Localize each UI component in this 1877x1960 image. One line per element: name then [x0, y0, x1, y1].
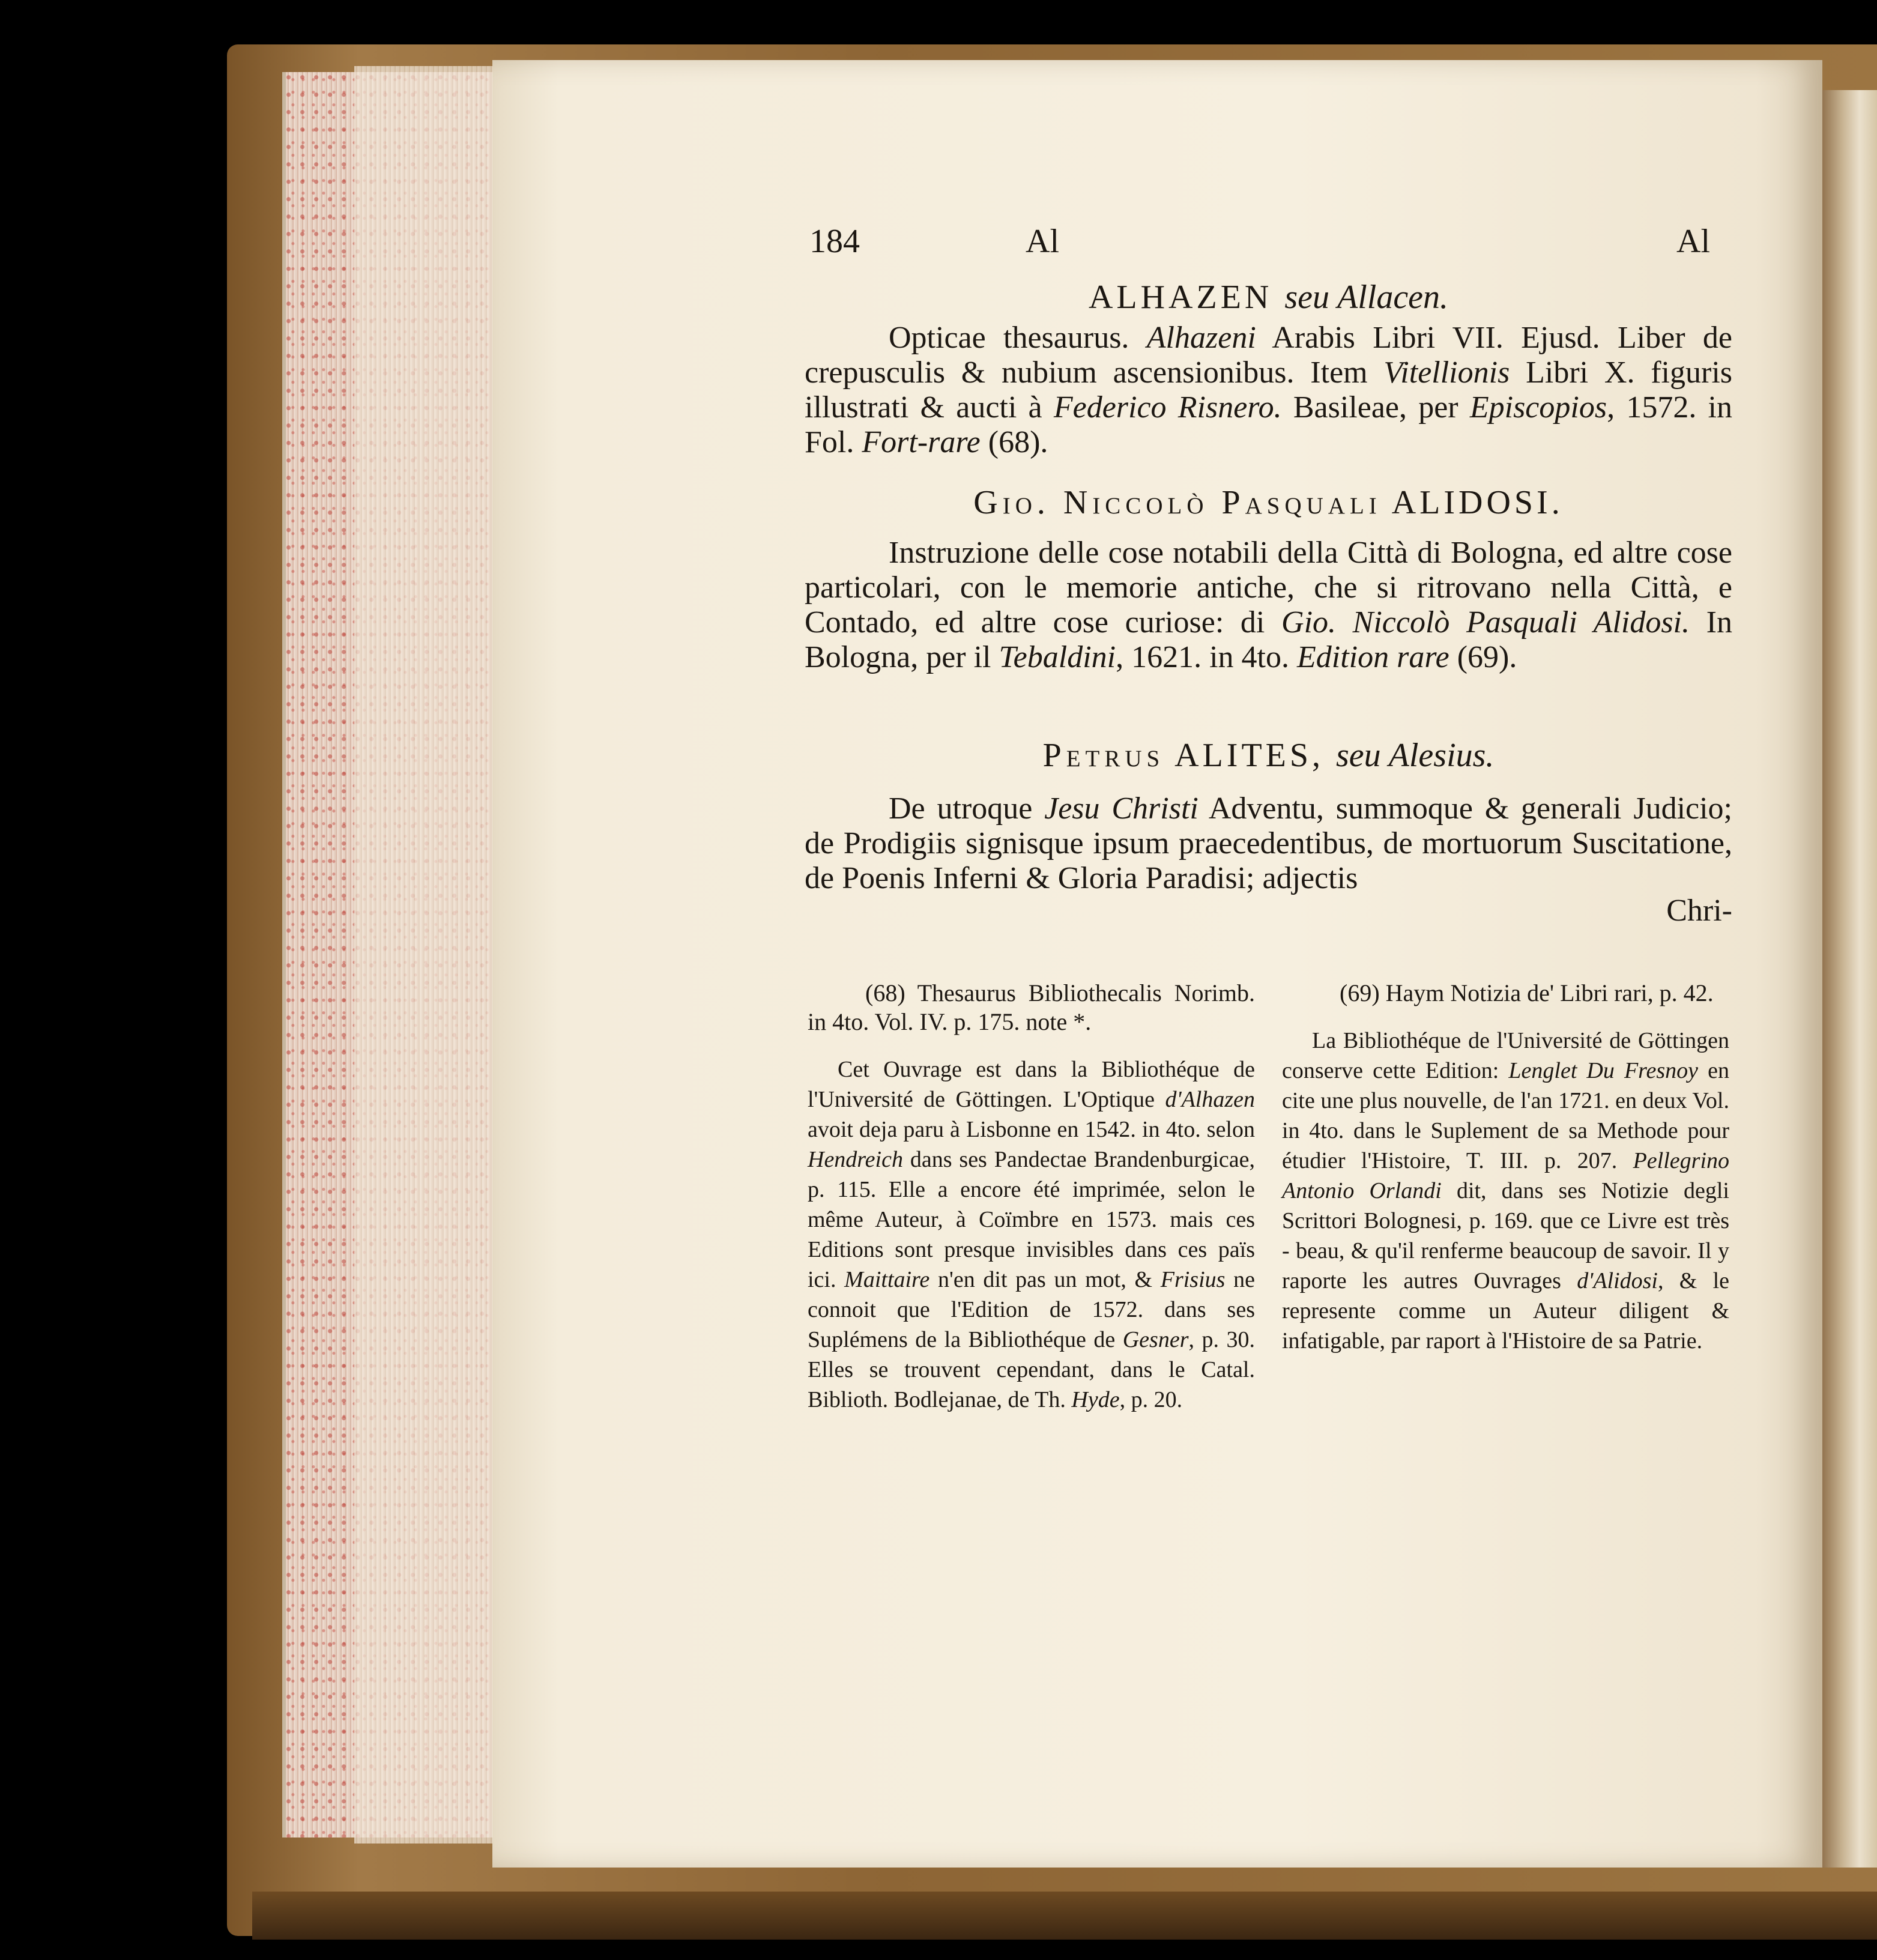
entry-heading-name: ALHAZEN	[1088, 279, 1273, 316]
page-number: 184	[809, 223, 860, 260]
footnote-68	[808, 979, 1255, 1415]
entry-heading-alidosi	[805, 470, 1732, 536]
entry-text-alhazen: Opticae thesaurus. Alhazeni Arabis Libri VII. Ejusd. Liber de crepusculis & nubium ascensionibus. Item Vitellionis Libri X. figuris illustrati & aucti à Federico Risnero. Basileae, per Episcopios, 1572. in Fol. Fort-rare (68).	[805, 321, 1732, 459]
catchword: Chri-	[1666, 894, 1732, 928]
book-cover-bottom	[252, 1892, 1877, 1940]
footnote-69	[1282, 979, 1729, 1356]
entry-text-alites: De utroque Jesu Christi Adventu, summoque & generali Judicio; de Prodigiis signisque ipsum praecedentibus, de mortuorum Suscitatione, de Poenis Inferni & Gloria Paradisi; adjectis	[805, 791, 1732, 895]
entry-heading-prefix: Gio. Niccolò Pasquali	[973, 484, 1382, 521]
footnote-reference: (69) Haym Notizia de' Libri rari, p. 42.	[1340, 979, 1714, 1006]
entry-heading-prefix: Petrus	[1042, 737, 1165, 774]
entry-heading-alt: seu Allacen.	[1284, 279, 1449, 316]
main-text	[805, 276, 1732, 928]
entry-text-alidosi: Instruzione delle cose notabili della Città di Bologna, ed altre cose particolari, con le memorie antiche, che si ritrovano nella Città, e Contado, ed altre cose curiose: di Gio. Niccolò Pasquali Alidosi. In Bologna, per il Tebaldini, 1621. in 4to. Edition rare (69).	[805, 536, 1732, 674]
running-head-right: Al	[1676, 223, 1710, 260]
entry-heading-alt: seu Alesius.	[1336, 737, 1495, 774]
entry-heading-name: ALITES,	[1174, 737, 1325, 774]
entry-heading-alites	[805, 719, 1732, 791]
facing-page-edge	[1819, 90, 1877, 1868]
footnote-body: Cet Ouvrage est dans la Bibliothéque de l'Université de Göttingen. L'Optique d'Alhazen avoit deja paru à Lisbonne en 1542. in 4to. selon Hendreich dans ses Pandectae Brandenburgicae, p. 115. Elle a encore été imprimée, selon le même Auteur, à Coïmbre en 1573. mais ces Editions sont presque invisibles dans ces païs ici. Maittaire n'en dit pas un mot, & Frisius ne connoit que l'Edition de 1572. dans ses Suplémens de la Bibliothéque de Gesner, p. 30. Elles se trouvent cependant, dans le Catal. Biblioth. Bodlejanae, de Th. Hyde, p. 20.	[808, 1057, 1256, 1412]
footnote-reference: (68) Thesaurus Bibliothecalis Norimb. in 4to. Vol. IV. p. 175. note *.	[808, 979, 1255, 1035]
entry-heading-alhazen	[805, 276, 1732, 321]
entry-heading-name: ALIDOSI.	[1391, 484, 1564, 521]
running-head	[809, 222, 1728, 264]
running-head-left: Al	[1026, 223, 1059, 260]
page-stack-inner	[354, 66, 498, 1844]
footnote-body: La Bibliothéque de l'Université de Göttingen conserve cette Edition: Lenglet Du Fresnoy en cite une plus nouvelle, de l'an 1721. en deux Vol. in 4to. dans le Suplement de sa Methode pour étudier l'Histoire, T. III. p. 207. Pellegrino Antonio Orlandi dit, dans ses Notizie degli Scrittori Bolognesi, p. 169. que ce Livre est très - beau, & qu'il renferme beaucoup de savoir. Il y raporte les autres Ouvrages d'Alidosi, & le represente comme un Auteur diligent & infatigable, par raport à l'Histoire de sa Patrie.	[1282, 1028, 1729, 1354]
